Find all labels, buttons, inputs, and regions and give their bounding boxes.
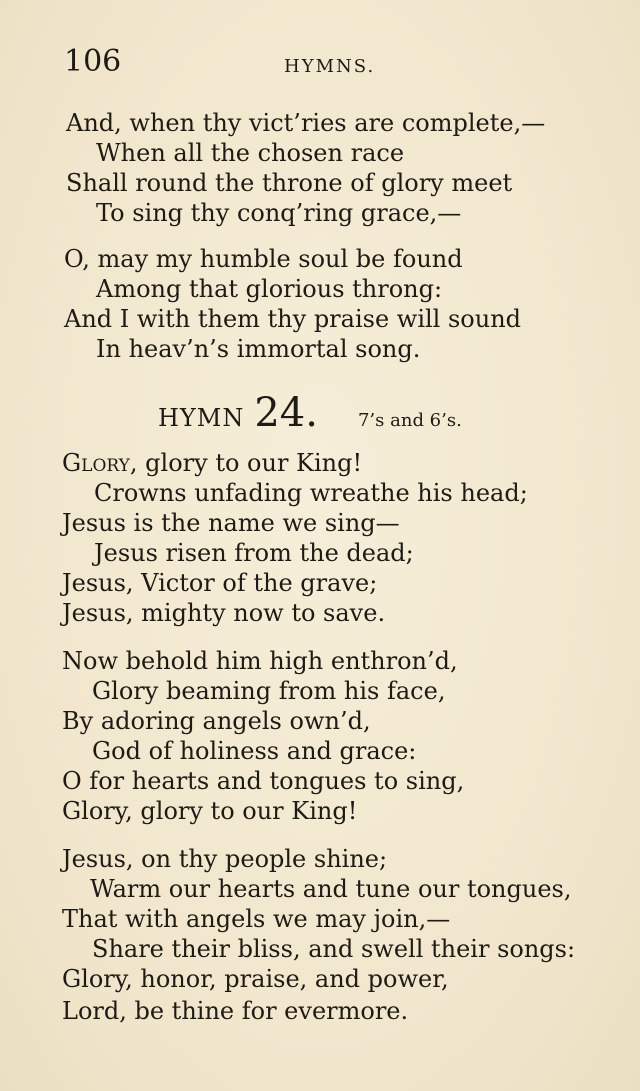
verse-line: Jesus, on thy people shine; — [62, 845, 388, 873]
verse-line: O, may my humble soul be found — [64, 245, 463, 273]
verse-line: Warm our hearts and tune our tongues, — [90, 875, 572, 903]
verse-line: Share their bliss, and swell their songs: — [92, 935, 576, 963]
verse-line: Glory, glory to our King! — [62, 797, 358, 825]
verse-line: Jesus, Victor of the grave; — [62, 569, 378, 597]
verse-line: And I with them thy praise will sound — [64, 305, 522, 333]
hymn-meter: 7’s and 6’s. — [357, 410, 462, 431]
verse-line: Glory beaming from his face, — [92, 677, 446, 705]
verse-line: Glory, honor, praise, and power, — [62, 965, 449, 993]
verse-line: To sing thy conq’ring grace,— — [96, 199, 462, 227]
verse-line: Among that glorious throng: — [96, 275, 443, 303]
verse-line: Crowns unfading wreathe his head; — [94, 479, 528, 507]
page-number: 106 — [64, 44, 122, 79]
verse-line-first — [62, 448, 362, 478]
verse-line: That with angels we may join,— — [62, 905, 451, 933]
verse-line: And, when thy vict’ries are complete,— — [66, 109, 546, 137]
verse-line: Jesus risen from the dead; — [94, 539, 414, 567]
verse-line: Jesus is the name we sing— — [62, 509, 400, 537]
running-head: HYMNS. — [284, 56, 376, 77]
verse-line: Now behold him high enthron’d, — [62, 647, 458, 675]
verse-line: In heav’n’s immortal song. — [96, 335, 421, 363]
page-header — [64, 44, 594, 84]
verse-line: God of holiness and grace: — [92, 737, 417, 765]
first-line-rest: , glory to our King! — [129, 449, 363, 477]
verse-line: By adoring angels own’d, — [62, 707, 371, 735]
hymn-label: HYMN — [158, 404, 245, 432]
verse-line: When all the chosen race — [96, 139, 405, 167]
verse-line: Lord, be thine for evermore. — [62, 997, 409, 1025]
hymn-number: 24. — [254, 390, 318, 436]
verse-line: Shall round the throne of glory meet — [66, 169, 513, 197]
drop-word: Glory — [62, 449, 130, 477]
hymn-heading — [158, 390, 462, 440]
verse-line: Jesus, mighty now to save. — [62, 599, 386, 627]
verse-line: O for hearts and tongues to sing, — [62, 767, 465, 795]
